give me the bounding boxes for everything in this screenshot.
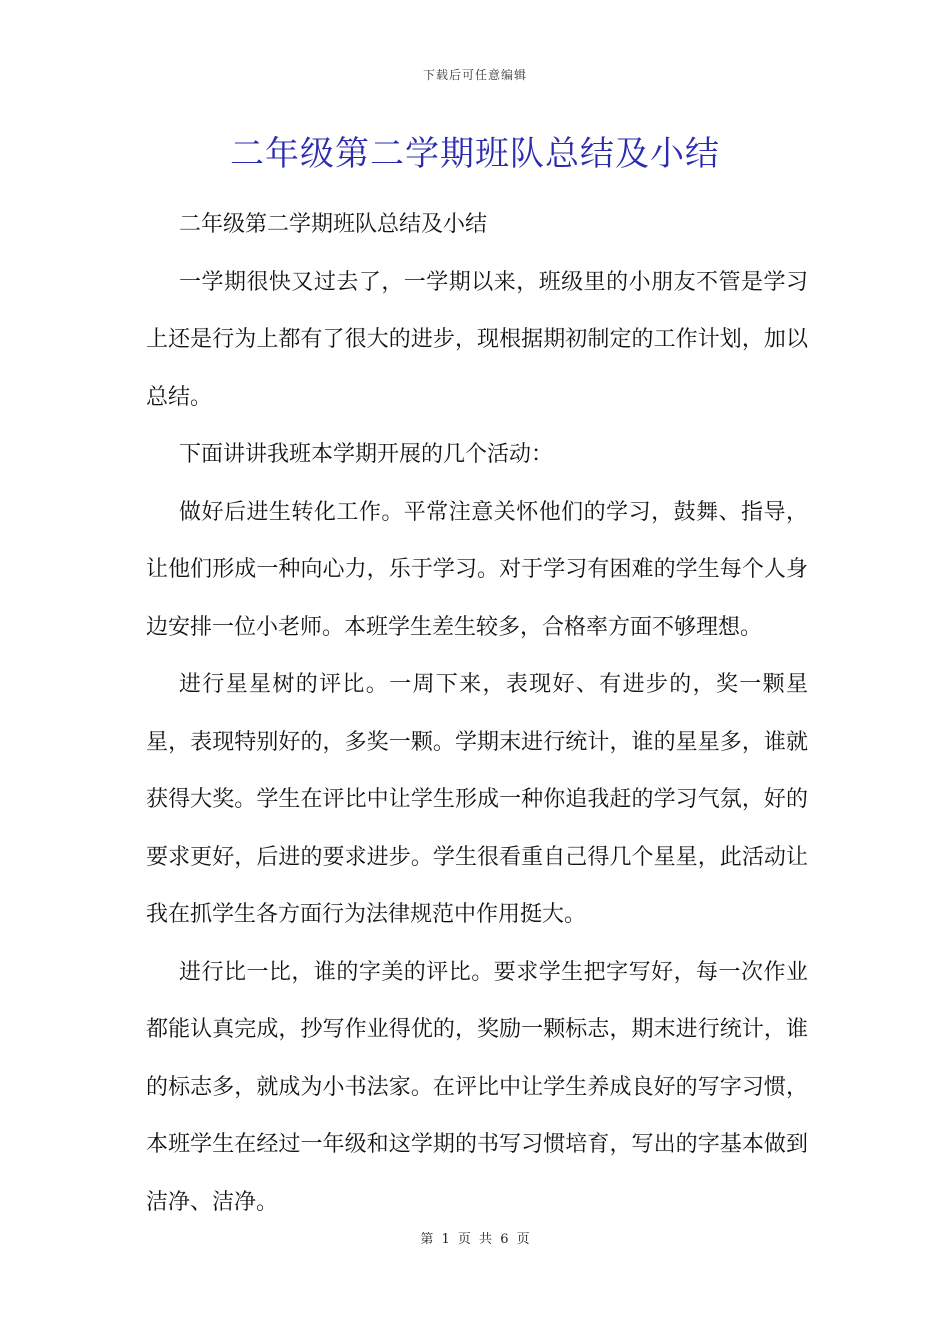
paragraph-intro: 一学期很快又过去了，一学期以来，班级里的小朋友不管是学习上还是行为上都有了很大的进步，现根据期初制定的工作计划，加以总结。 <box>146 269 808 410</box>
paragraph-subtitle: 二年级第二学期班队总结及小结 <box>179 212 488 237</box>
document-title: 二年级第二学期班队总结及小结 <box>230 134 720 174</box>
document-body <box>146 196 808 1231</box>
paragraph-activity-2: 进行星星树的评比。一周下来，表现好、有进步的，奖一颗星星，表现特别好的，多奖一颗。学期末进行统计，谁的星星多，谁就获得大奖。学生在评比中让学生形成一种你追我赶的学习气氛，好的要求更好，后进的要求进步。学生很看重自己得几个星星，此活动让我在抓学生各方面行为法律规范中作用挺大。 <box>146 672 808 927</box>
page-footer: 第 1 页 共 6 页 <box>420 1232 530 1247</box>
paragraph-activity-1: 做好后进生转化工作。平常注意关怀他们的学习，鼓舞、指导，让他们形成一种向心力，乐于学习。对于学习有困难的学生每个人身边安排一位小老师。本班学生差生较多，合格率方面不够理想。 <box>146 499 808 640</box>
header-note: 下载后可任意编辑 <box>422 68 527 82</box>
paragraph-activities-heading: 下面讲讲我班本学期开展的几个活动： <box>179 442 554 467</box>
paragraph-activity-3: 进行比一比，谁的字美的评比。要求学生把字写好，每一次作业都能认真完成，抄写作业得优的，奖励一颗标志，期末进行统计，谁的标志多，就成为小书法家。在评比中让学生养成良好的写字习惯，本班学生在经过一年级和这学期的书写习惯培育，写出的字基本做到洁净、洁净。 <box>146 959 808 1215</box>
